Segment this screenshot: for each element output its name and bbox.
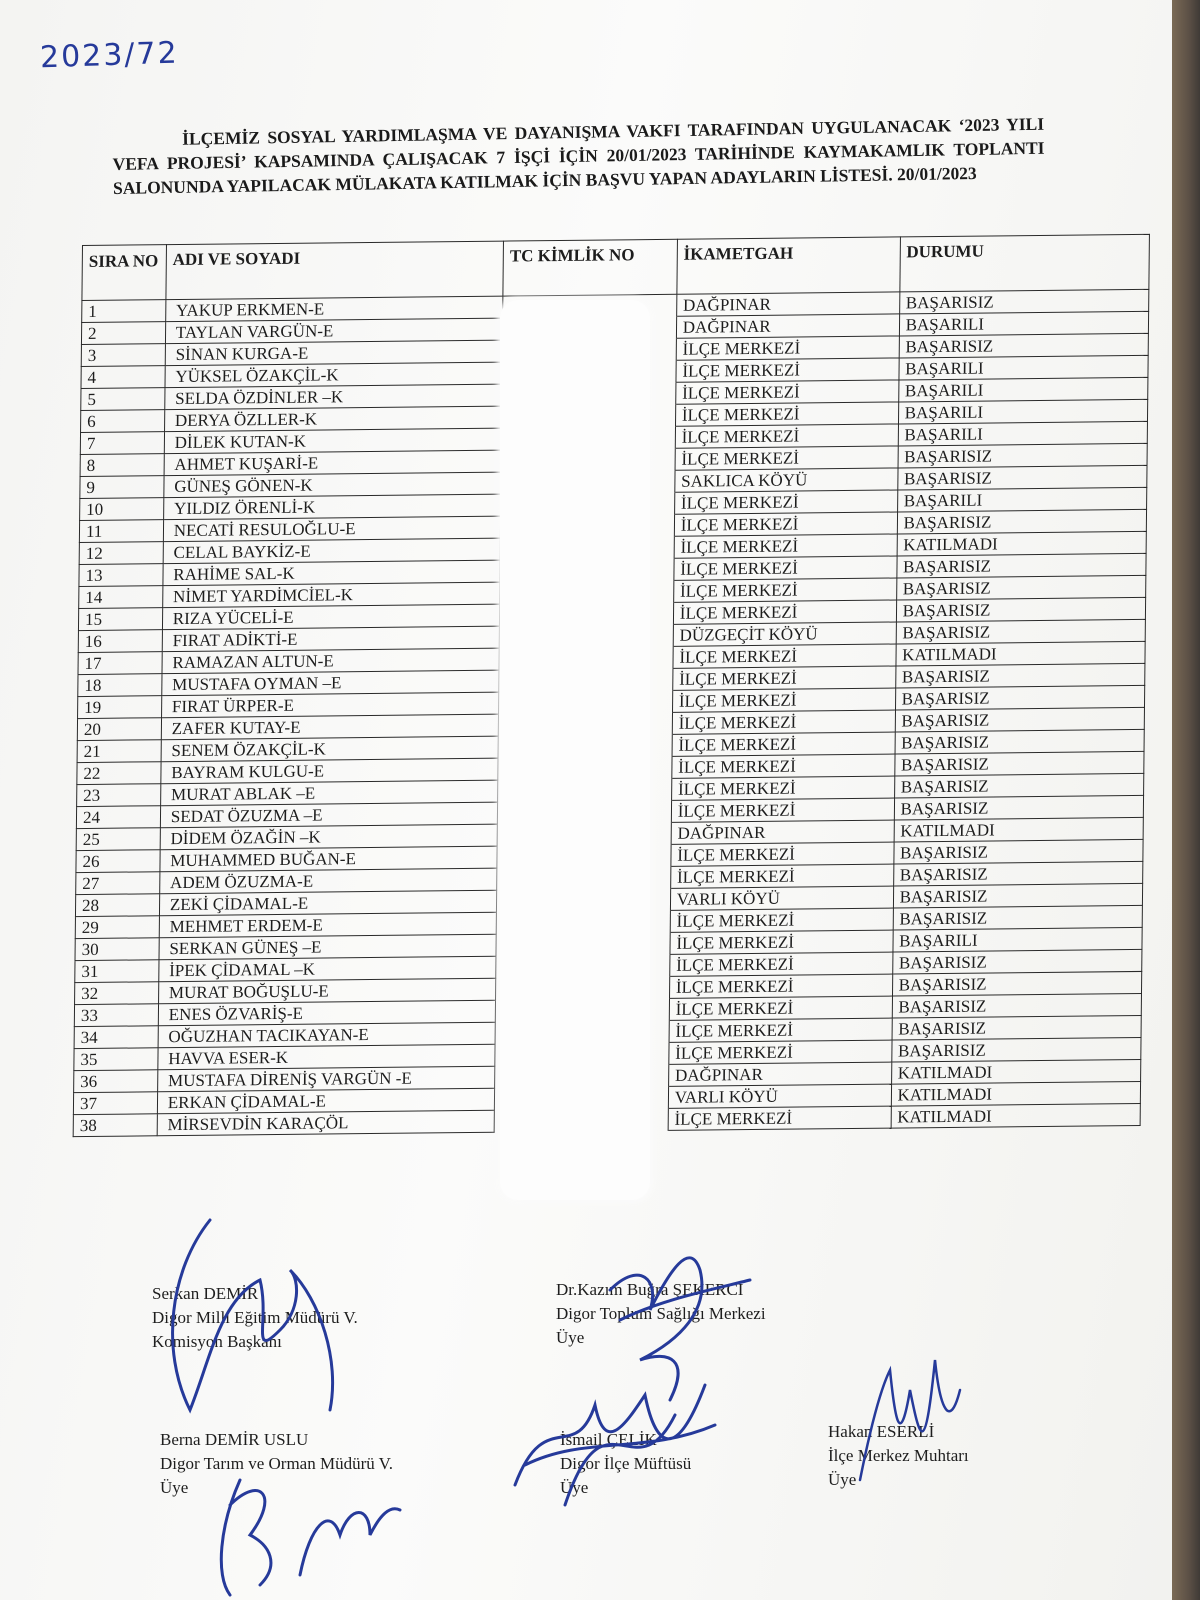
- header-sira-no: SIRA NO: [82, 245, 166, 301]
- candidate-name: DİDEM ÖZAĞİN –K: [160, 824, 497, 850]
- status: BAŞARILI: [898, 399, 1148, 424]
- row-number: 18: [78, 674, 162, 697]
- header-tc: TC KİMLİK NO: [503, 239, 677, 296]
- status: BAŞARISIZ: [893, 839, 1143, 864]
- status: BAŞARISIZ: [894, 773, 1144, 798]
- status: BAŞARISIZ: [896, 575, 1146, 600]
- status: BAŞARILI: [898, 377, 1148, 402]
- residence: İLÇE MERKEZİ: [674, 556, 897, 580]
- candidate-name: MURAT BOĞUŞLU-E: [158, 978, 495, 1004]
- status: BAŞARILI: [898, 421, 1148, 446]
- row-number: 27: [76, 872, 160, 895]
- candidate-name: FIRAT ÜRPER-E: [161, 692, 498, 718]
- status: KATILMADI: [896, 641, 1146, 666]
- status: BAŞARISIZ: [893, 861, 1143, 886]
- residence: İLÇE MERKEZİ: [675, 402, 898, 426]
- status: BAŞARISIZ: [897, 465, 1147, 490]
- candidate-name: SERKAN GÜNEŞ –E: [159, 934, 496, 960]
- row-number: 5: [81, 388, 165, 411]
- status: BAŞARISIZ: [895, 685, 1145, 710]
- candidate-name: HAVVA ESER-K: [158, 1044, 495, 1070]
- row-number: 14: [79, 586, 163, 609]
- candidate-name: SİNAN KURGA-E: [165, 340, 502, 366]
- signatory-role: Üye: [560, 1478, 589, 1497]
- status: BAŞARISIZ: [893, 905, 1143, 930]
- status: BAŞARISIZ: [895, 729, 1145, 754]
- candidate-name: FIRAT ADİKTİ-E: [162, 626, 499, 652]
- candidate-name: DİLEK KUTAN-K: [164, 428, 501, 454]
- signatory-title: Digor Tarım ve Orman Müdürü V.: [160, 1454, 394, 1473]
- status: BAŞARISIZ: [896, 553, 1146, 578]
- candidate-name: SENEM ÖZAKÇİL-K: [161, 736, 498, 762]
- residence: VARLI KÖYÜ: [670, 886, 893, 910]
- redaction-patch: [500, 300, 650, 1200]
- status: BAŞARISIZ: [896, 619, 1146, 644]
- status: BAŞARISIZ: [894, 795, 1144, 820]
- residence: İLÇE MERKEZİ: [673, 666, 896, 690]
- status: BAŞARISIZ: [892, 949, 1142, 974]
- candidate-name: ADEM ÖZUZMA-E: [159, 868, 496, 894]
- residence: İLÇE MERKEZİ: [670, 864, 893, 888]
- status: BAŞARILI: [899, 311, 1149, 336]
- row-number: 16: [78, 630, 162, 653]
- heading-text: İLÇEMİZ SOSYAL YARDIMLAŞMA VE DAYANIŞMA VAKFI TARAFINDAN UYGULANACAK ‘2023 YILI VEFA PROJESİ’ KAPSAMINDA ÇALIŞACAK 7 İŞÇİ İÇİN 20/01/2023 TARİHİNDE KAYMAKAMLIK TOPLANTI SALONUNDA YAPILACAK MÜLAKATA KATILMAK İÇİN BAŞVU YAPAN ADAYLARIN LİSTESİ. 20/01/2023: [112, 113, 1045, 198]
- row-number: 9: [80, 476, 164, 499]
- candidate-name: ZEKİ ÇİDAMAL-E: [159, 890, 496, 916]
- status: BAŞARILI: [897, 487, 1147, 512]
- row-number: 37: [73, 1092, 157, 1115]
- status: BAŞARISIZ: [892, 971, 1142, 996]
- candidate-name: ERKAN ÇİDAMAL-E: [157, 1088, 494, 1114]
- candidate-name: AHMET KUŞARİ-E: [164, 450, 501, 476]
- status: BAŞARISIZ: [899, 333, 1149, 358]
- candidate-name: MUHAMMED BUĞAN-E: [160, 846, 497, 872]
- row-number: 12: [79, 542, 163, 565]
- residence: DAĞPINAR: [668, 1062, 891, 1086]
- row-number: 2: [81, 322, 165, 345]
- residence: İLÇE MERKEZİ: [669, 974, 892, 998]
- row-number: 21: [77, 740, 161, 763]
- signatory-title: İlçe Merkez Muhtarı: [828, 1446, 969, 1465]
- signatory-name: İsmail ÇELİK: [560, 1430, 657, 1449]
- candidate-name: SEDAT ÖZUZMA –E: [160, 802, 497, 828]
- row-number: 28: [75, 894, 159, 917]
- signature-5: [200, 1465, 420, 1600]
- header-name: ADI VE SOYADI: [166, 241, 504, 300]
- candidate-name: RIZA YÜCELİ-E: [162, 604, 499, 630]
- signatory-name: Hakan ESERLİ: [828, 1422, 935, 1441]
- candidate-name: YÜKSEL ÖZAKÇİL-K: [165, 362, 502, 388]
- candidate-name: ENES ÖZVARİŞ-E: [158, 1000, 495, 1026]
- signatory-role: Üye: [556, 1328, 585, 1347]
- row-number: 17: [78, 652, 162, 675]
- status: KATILMADI: [894, 817, 1144, 842]
- residence: İLÇE MERKEZİ: [674, 490, 897, 514]
- document-heading: [112, 112, 1045, 200]
- candidate-name: NECATİ RESULOĞLU-E: [163, 516, 500, 542]
- row-number: 35: [74, 1048, 158, 1071]
- status: BAŞARILI: [899, 355, 1149, 380]
- row-number: 3: [81, 344, 165, 367]
- status: BAŞARISIZ: [894, 751, 1144, 776]
- candidate-name: CELAL BAYKİZ-E: [163, 538, 500, 564]
- signature-1: [150, 1210, 370, 1420]
- signature-3: [505, 1365, 735, 1515]
- residence: DAĞPINAR: [671, 820, 894, 844]
- residence: DAĞPINAR: [676, 314, 899, 338]
- status: KATILMADI: [891, 1059, 1141, 1084]
- signatory-title: Digor İlçe Müftüsü: [560, 1454, 692, 1473]
- residence: İLÇE MERKEZİ: [676, 358, 899, 382]
- row-number: 22: [77, 762, 161, 785]
- residence: İLÇE MERKEZİ: [674, 512, 897, 536]
- candidate-name: OĞUZHAN TACIKAYAN-E: [158, 1022, 495, 1048]
- status: BAŞARISIZ: [893, 883, 1143, 908]
- status: BAŞARISIZ: [898, 443, 1148, 468]
- status: BAŞARILI: [893, 927, 1143, 952]
- status: KATILMADI: [891, 1103, 1141, 1128]
- row-number: 11: [79, 520, 163, 543]
- header-status: DURUMU: [899, 234, 1149, 292]
- candidate-name: RAHİME SAL-K: [163, 560, 500, 586]
- row-number: 26: [76, 850, 160, 873]
- candidate-name: MİRSEVDİN KARAÇÖL: [157, 1110, 494, 1136]
- residence: İLÇE MERKEZİ: [671, 842, 894, 866]
- background-edge: [1172, 0, 1200, 1600]
- row-number: 8: [80, 454, 164, 477]
- candidate-name: YAKUP ERKMEN-E: [165, 296, 502, 322]
- residence: İLÇE MERKEZİ: [672, 688, 895, 712]
- candidate-name: MUSTAFA OYMAN –E: [162, 670, 499, 696]
- status: BAŞARISIZ: [897, 509, 1147, 534]
- candidate-name: MUSTAFA DİRENİŞ VARGÜN -E: [157, 1066, 494, 1092]
- residence: İLÇE MERKEZİ: [672, 754, 895, 778]
- row-number: 10: [80, 498, 164, 521]
- residence: İLÇE MERKEZİ: [673, 644, 896, 668]
- residence: İLÇE MERKEZİ: [673, 578, 896, 602]
- handwritten-date: 2023/72: [39, 35, 180, 76]
- residence: İLÇE MERKEZİ: [672, 732, 895, 756]
- row-number: 36: [74, 1070, 158, 1093]
- row-number: 4: [81, 366, 165, 389]
- residence: İLÇE MERKEZİ: [675, 424, 898, 448]
- signature-4: [840, 1350, 980, 1500]
- row-number: 34: [74, 1026, 158, 1049]
- residence: DAĞPINAR: [676, 292, 899, 316]
- row-number: 33: [74, 1004, 158, 1027]
- signatory-title: Digor Milli Eğitim Müdürü V.: [152, 1308, 358, 1327]
- header-residence: İKAMETGAH: [677, 237, 900, 294]
- row-number: 38: [73, 1114, 157, 1137]
- row-number: 19: [78, 696, 162, 719]
- candidate-name: DERYA ÖZLLER-K: [164, 406, 501, 432]
- residence: İLÇE MERKEZİ: [669, 996, 892, 1020]
- candidate-name: TAYLAN VARGÜN-E: [165, 318, 502, 344]
- residence: İLÇE MERKEZİ: [669, 1040, 892, 1064]
- row-number: 32: [75, 982, 159, 1005]
- residence: İLÇE MERKEZİ: [668, 1106, 891, 1130]
- row-number: 7: [80, 432, 164, 455]
- residence: İLÇE MERKEZİ: [675, 446, 898, 470]
- row-number: 6: [81, 410, 165, 433]
- candidate-name: SELDA ÖZDİNLER –K: [165, 384, 502, 410]
- residence: VARLI KÖYÜ: [668, 1084, 891, 1108]
- residence: İLÇE MERKEZİ: [676, 380, 899, 404]
- residence: SAKLICA KÖYÜ: [675, 468, 898, 492]
- candidate-name: MURAT ABLAK –E: [160, 780, 497, 806]
- signatory-role: Üye: [828, 1470, 857, 1489]
- candidate-name: NİMET YARDİMCİEL-K: [162, 582, 499, 608]
- candidate-name: MEHMET ERDEM-E: [159, 912, 496, 938]
- row-number: 1: [82, 300, 166, 323]
- status: KATILMADI: [891, 1081, 1141, 1106]
- status: BAŞARISIZ: [892, 993, 1142, 1018]
- residence: İLÇE MERKEZİ: [670, 952, 893, 976]
- residence: İLÇE MERKEZİ: [671, 776, 894, 800]
- candidate-name: RAMAZAN ALTUN-E: [162, 648, 499, 674]
- row-number: 24: [76, 806, 160, 829]
- residence: İLÇE MERKEZİ: [670, 930, 893, 954]
- residence: İLÇE MERKEZİ: [673, 600, 896, 624]
- candidate-name: BAYRAM KULGU-E: [161, 758, 498, 784]
- row-number: 25: [76, 828, 160, 851]
- residence: DÜZGEÇİT KÖYÜ: [673, 622, 896, 646]
- status: BAŞARISIZ: [895, 663, 1145, 688]
- residence: İLÇE MERKEZİ: [672, 710, 895, 734]
- row-number: 30: [75, 938, 159, 961]
- status: BAŞARISIZ: [899, 289, 1149, 314]
- residence: İLÇE MERKEZİ: [670, 908, 893, 932]
- row-number: 31: [75, 960, 159, 983]
- row-number: 13: [79, 564, 163, 587]
- candidate-name: YILDIZ ÖRENLİ-K: [163, 494, 500, 520]
- signatory-name: Berna DEMİR USLU: [160, 1430, 309, 1449]
- residence: İLÇE MERKEZİ: [676, 336, 899, 360]
- status: BAŞARISIZ: [896, 597, 1146, 622]
- residence: İLÇE MERKEZİ: [669, 1018, 892, 1042]
- signatory-role: Üye: [160, 1478, 189, 1497]
- row-number: 29: [75, 916, 159, 939]
- status: BAŞARISIZ: [892, 1015, 1142, 1040]
- signatory-name: Serkan DEMİR: [152, 1284, 259, 1303]
- residence: İLÇE MERKEZİ: [674, 534, 897, 558]
- signatory-role: Komisyon Başkanı: [152, 1332, 282, 1351]
- candidate-name: İPEK ÇİDAMAL –K: [159, 956, 496, 982]
- row-number: 23: [77, 784, 161, 807]
- candidate-name: ZAFER KUTAY-E: [161, 714, 498, 740]
- row-number: 15: [78, 608, 162, 631]
- signatory-name: Dr.Kazım Buğra ŞEKERCİ: [556, 1280, 744, 1299]
- status: BAŞARISIZ: [895, 707, 1145, 732]
- row-number: 20: [77, 718, 161, 741]
- residence: İLÇE MERKEZİ: [671, 798, 894, 822]
- signatory-title: Digor Toplum Sağlığı Merkezi: [556, 1304, 766, 1323]
- status: BAŞARISIZ: [891, 1037, 1141, 1062]
- candidate-name: GÜNEŞ GÖNEN-K: [164, 472, 501, 498]
- status: KATILMADI: [897, 531, 1147, 556]
